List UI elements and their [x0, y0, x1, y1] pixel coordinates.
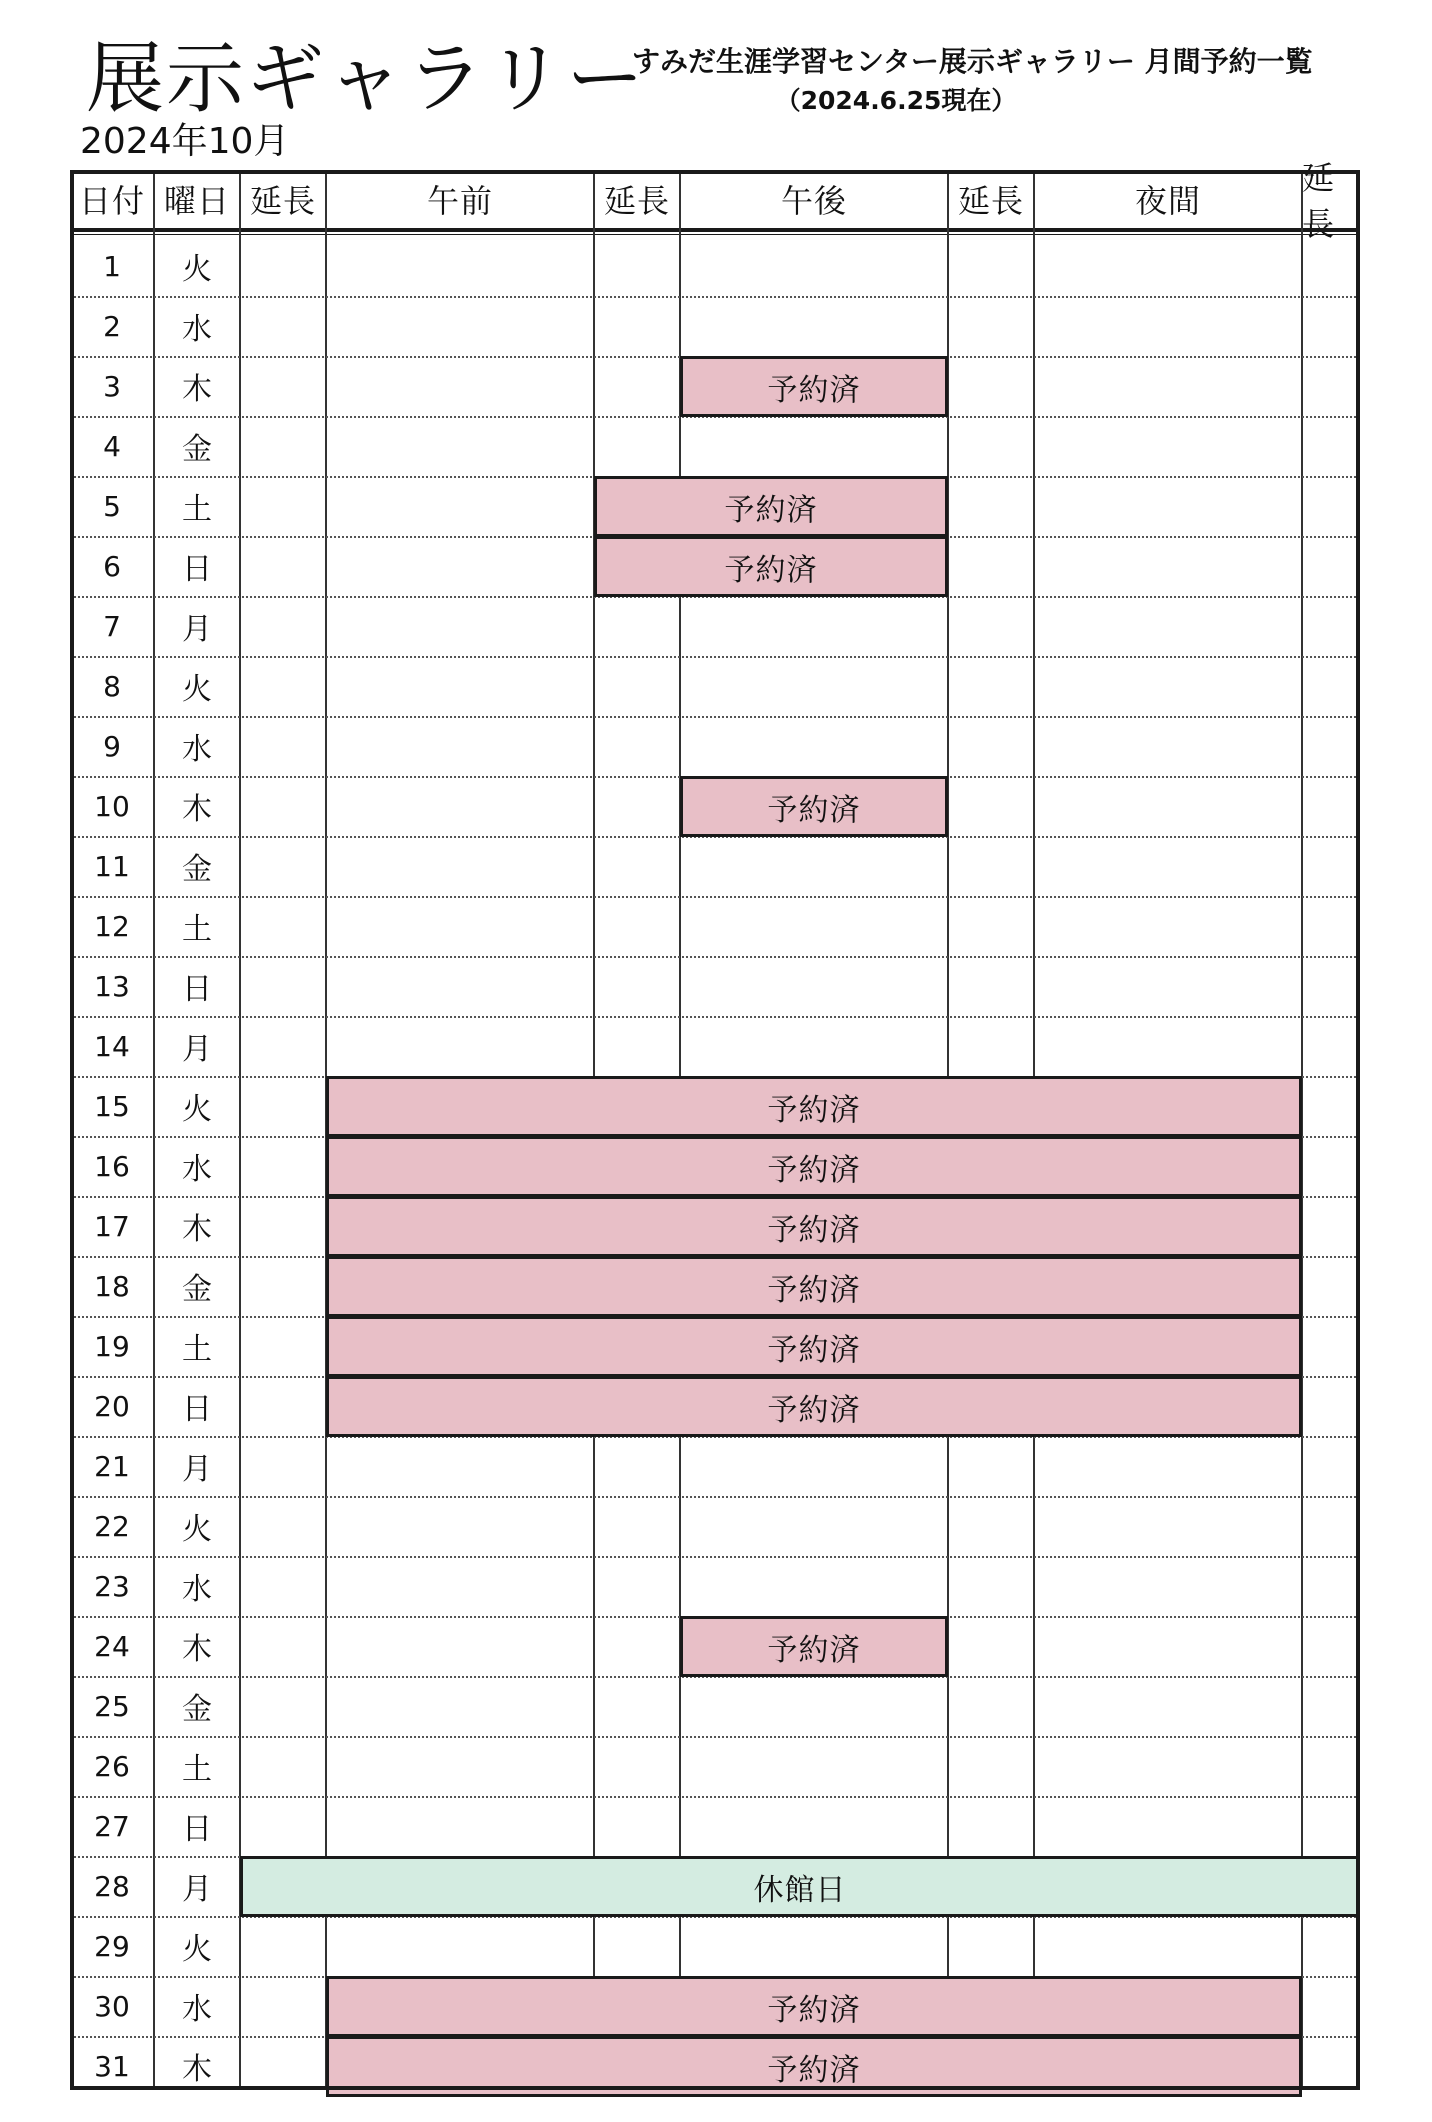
reserved-block: 予約済: [326, 1136, 1302, 1197]
row-divider: [70, 956, 1360, 958]
weekday: 土: [182, 1752, 212, 1787]
reservation-calendar: [70, 159, 1360, 2090]
weekday: 木: [182, 2052, 212, 2087]
day-number: 15: [94, 1089, 130, 1123]
weekday: 月: [182, 1032, 212, 1067]
column-header: 午前: [426, 182, 493, 220]
day-number: 21: [94, 1449, 130, 1483]
day-number: 5: [103, 489, 121, 523]
document-heading: すみだ生涯学習センター展示ギャラリー 月間予約一覧: [632, 45, 1313, 78]
day-number: 25: [94, 1689, 130, 1723]
row-divider: [70, 1796, 1360, 1798]
day-number: 16: [94, 1149, 130, 1183]
reserved-block: 予約済: [594, 536, 948, 597]
weekday: 水: [182, 1152, 212, 1187]
weekday: 金: [182, 432, 212, 467]
row-divider: [70, 1016, 1360, 1018]
weekday: 水: [182, 732, 212, 767]
weekday: 木: [182, 372, 212, 407]
column-header: 日付: [78, 182, 145, 220]
day-number: 14: [94, 1029, 130, 1063]
weekday: 月: [182, 1452, 212, 1487]
day-number: 10: [94, 789, 130, 823]
column-header: 延長: [957, 182, 1024, 220]
weekday: 火: [182, 1932, 212, 1967]
weekday: 火: [182, 252, 212, 287]
reserved-block: 予約済: [594, 476, 948, 537]
day-number: 18: [94, 1269, 130, 1303]
column-header: 曜日: [163, 182, 230, 220]
day-number: 6: [103, 549, 121, 583]
row-divider: [70, 896, 1360, 898]
column-header: 延長: [1302, 159, 1336, 243]
day-number: 2: [103, 309, 121, 343]
day-number: 23: [94, 1569, 130, 1603]
day-number: 29: [94, 1929, 130, 1963]
day-number: 11: [94, 849, 130, 883]
day-number: 22: [94, 1509, 130, 1543]
row-divider: [70, 1496, 1360, 1498]
weekday: 日: [182, 552, 212, 587]
day-number: 20: [94, 1389, 130, 1423]
row-divider: [70, 296, 1360, 298]
reserved-block: 予約済: [326, 1376, 1302, 1437]
row-divider: [70, 716, 1360, 718]
weekday: 火: [182, 1092, 212, 1127]
reserved-block: 予約済: [326, 1316, 1302, 1377]
weekday: 水: [182, 1572, 212, 1607]
reserved-block: 予約済: [326, 1256, 1302, 1317]
column-header: 延長: [249, 182, 316, 220]
day-number: 26: [94, 1749, 130, 1783]
day-number: 12: [94, 909, 130, 943]
weekday: 水: [182, 1992, 212, 2027]
header-divider: [70, 234, 1360, 235]
weekday: 木: [182, 1212, 212, 1247]
day-number: 4: [103, 429, 121, 463]
weekday: 金: [182, 852, 212, 887]
row-divider: [70, 1556, 1360, 1558]
column-header: 午後: [780, 182, 847, 220]
day-number: 9: [103, 729, 121, 763]
weekday: 火: [182, 1512, 212, 1547]
reserved-block: 予約済: [326, 1196, 1302, 1257]
weekday: 木: [182, 792, 212, 827]
day-number: 7: [103, 609, 121, 643]
closed-day-block: 休館日: [240, 1856, 1360, 1917]
day-number: 19: [94, 1329, 130, 1363]
day-number: 8: [103, 669, 121, 703]
column-header: 夜間: [1134, 182, 1201, 220]
reserved-block: 予約済: [680, 356, 948, 417]
day-number: 13: [94, 969, 130, 1003]
reserved-block: 予約済: [680, 776, 948, 837]
weekday: 日: [182, 1812, 212, 1847]
day-number: 31: [94, 2049, 130, 2083]
reserved-block: 予約済: [680, 1616, 948, 1677]
day-number: 3: [103, 369, 121, 403]
column-header: 延長: [603, 182, 670, 220]
day-number: 27: [94, 1809, 130, 1843]
weekday: 月: [182, 1872, 212, 1907]
day-number: 30: [94, 1989, 130, 2023]
weekday: 土: [182, 492, 212, 527]
weekday: 土: [182, 1332, 212, 1367]
day-number: 24: [94, 1629, 130, 1663]
weekday: 土: [182, 912, 212, 947]
weekday: 日: [182, 1392, 212, 1427]
weekday: 水: [182, 312, 212, 347]
reserved-block: 予約済: [326, 1076, 1302, 1137]
weekday: 金: [182, 1692, 212, 1727]
day-number: 1: [103, 249, 121, 283]
as-of-date: （2024.6.25現在）: [775, 86, 1017, 115]
weekday: 火: [182, 672, 212, 707]
header-divider: [70, 228, 1360, 232]
weekday: 日: [182, 972, 212, 1007]
weekday: 金: [182, 1272, 212, 1307]
weekday: 木: [182, 1632, 212, 1667]
row-divider: [70, 656, 1360, 658]
day-number: 28: [94, 1869, 130, 1903]
reserved-block: 予約済: [326, 2036, 1302, 2097]
row-divider: [70, 1736, 1360, 1738]
day-number: 17: [94, 1209, 130, 1243]
page-title: 展示ギャラリー: [86, 34, 647, 124]
reserved-block: 予約済: [326, 1976, 1302, 2037]
month-label: 2024年10月: [80, 121, 290, 162]
weekday: 月: [182, 612, 212, 647]
